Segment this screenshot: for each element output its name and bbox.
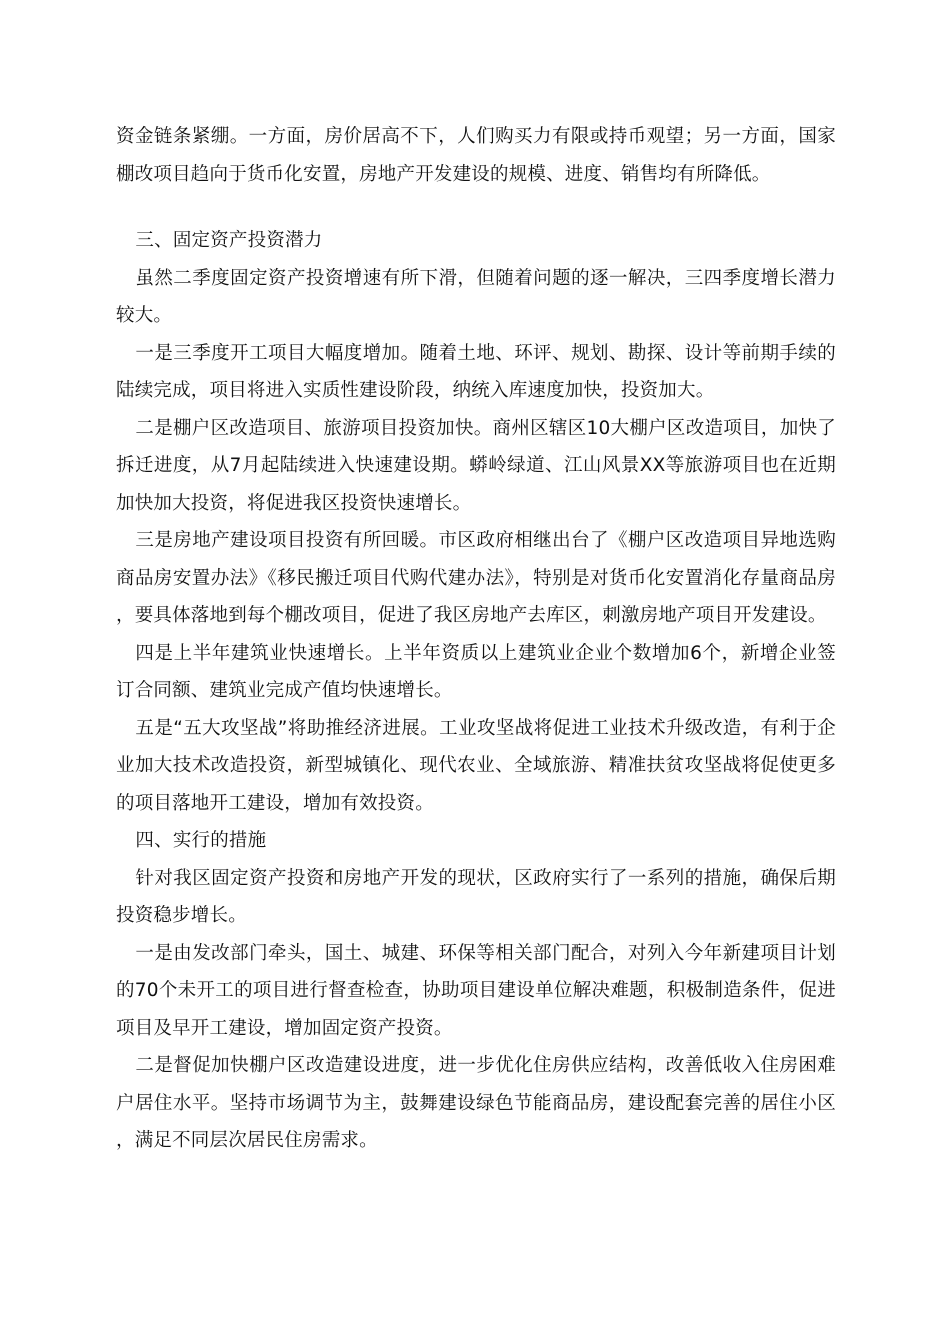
paragraph: 针对我区固定资产投资和房地产开发的现状，区政府实行了一系列的措施，确保后期投资稳步增长。 — [116, 867, 836, 926]
paragraph: 四是上半年建筑业快速增长。上半年资质以上建筑业企业个数增加6个，新增企业签订合同额、建筑业完成产值均快速增长。 — [116, 642, 836, 701]
paragraph: 五是“五大攻坚战”将助推经济进展。工业攻坚战将促进工业技术升级改造，有利于企业加大技术改造投资，新型城镇化、现代农业、全域旅游、精准扶贫攻坚战将促使更多的项目落地开工建设，增加有效投资。 — [116, 717, 836, 814]
section-heading-3: 三、固定资产投资潜力 — [135, 230, 323, 251]
section-heading-4: 四、实行的措施 — [135, 830, 267, 851]
paragraph: 二是督促加快棚户区改造建设进度，进一步优化住房供应结构，改善低收入住房困难户居住水平。坚持市场调节为主，鼓舞建设绿色节能商品房，建设配套完善的居住小区，满足不同层次居民住房需求。 — [116, 1055, 836, 1151]
paragraph: 一是由发改部门牵头，国土、城建、环保等相关部门配合，对列入今年新建项目计划的70个未开工的项目进行督查检查，协助项目建设单位解决难题，积极制造条件，促进项目及早开工建设，增加固定资产投资。 — [116, 942, 836, 1039]
paragraph-gap — [116, 193, 836, 222]
paragraph: 一是三季度开工项目大幅度增加。随着土地、环评、规划、勘探、设计等前期手续的陆续完成，项目将进入实质性建设阶段，纳统入库速度加快，投资加大。 — [116, 342, 836, 401]
paragraph: 二是棚户区改造项目、旅游项目投资加快。商州区辖区10大棚户区改造项目，加快了拆迁进度，从7月起陆续进入快速建设期。蟒岭绿道、江山风景XX等旅游项目也在近期加快加大投资，将促进我区投资快速增长。 — [116, 417, 836, 514]
paragraph-continuation: 资金链条紧绷。一方面，房价居高不下，人们购买力有限或持币观望；另一方面，国家棚改项目趋向于货币化安置，房地产开发建设的规模、进度、销售均有所降低。 — [116, 126, 836, 185]
paragraph: 三是房地产建设项目投资有所回暖。市区政府相继出台了《棚户区改造项目异地选购商品房安置办法》《移民搬迁项目代购代建办法》，特别是对货币化安置消化存量商品房，要具体落地到每个棚改项目，促进了我区房地产去库区，刺激房地产项目开发建设。 — [116, 530, 836, 626]
paragraph: 虽然二季度固定资产投资增速有所下滑，但随着问题的逐一解决，三四季度增长潜力较大。 — [116, 267, 836, 326]
document-body — [116, 118, 836, 1160]
